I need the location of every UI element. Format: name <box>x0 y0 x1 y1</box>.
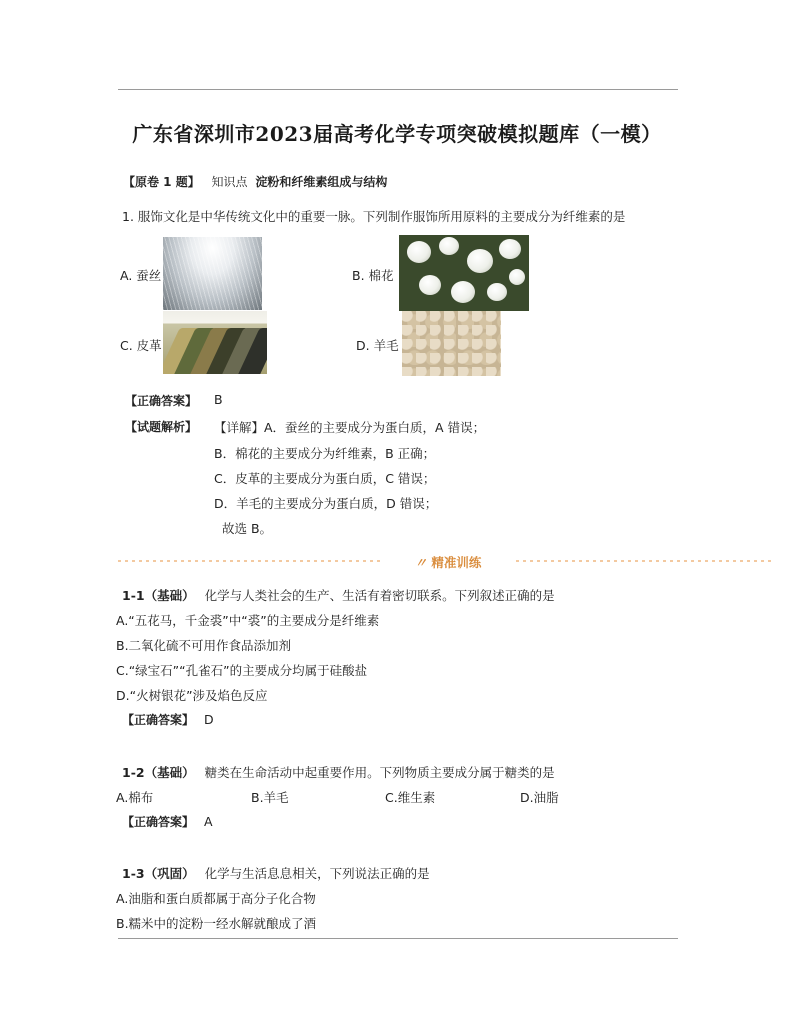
q1-analysis-label: 【试题解析】 <box>125 420 198 434</box>
question-stem: 化学与生活息息相关，下列说法正确的是 <box>204 866 430 881</box>
bottom-rule <box>118 938 678 939</box>
cotton-image <box>399 235 529 311</box>
analysis-line: 【详解】A．蚕丝的主要成分为蛋白质，A 错误； <box>214 420 486 435</box>
knowledge-label: 知识点 <box>211 175 248 189</box>
q11-answer: 【正确答案】 D <box>122 712 214 727</box>
option-c-label: C. 皮革 <box>120 338 162 353</box>
analysis-line: B．棉花的主要成分为纤维素，B 正确； <box>214 446 436 461</box>
question-1-stem: 1. 服饰文化是中华传统文化中的重要一脉。下列制作服饰所用原料的主要成分为纤维素的是 <box>122 209 626 224</box>
q11-option: B.二氧化硫不可用作食品添加剂 <box>116 638 292 653</box>
leather-image <box>163 311 267 374</box>
q13-option: A.油脂和蛋白质都属于高分子化合物 <box>116 891 316 906</box>
question-stem: 化学与人类社会的生产、生活有着密切联系。下列叙述正确的是 <box>204 588 555 603</box>
q12-answer: 【正确答案】 A <box>122 814 213 829</box>
option-a-label: A. 蚕丝 <box>120 268 162 283</box>
q13-option: B.糯米中的淀粉一经水解就酿成了酒 <box>116 916 317 931</box>
double-chevron-icon: 〃 <box>414 555 428 570</box>
section-title: 〃 精准训练 <box>414 555 482 570</box>
source-tag: 【原卷 1 题】 <box>123 175 200 189</box>
q11-option: A.“五花马，千金裘”中“裘”的主要成分是纤维素 <box>116 613 380 628</box>
question-stem: 糖类在生命活动中起重要作用。下列物质主要成分属于糖类的是 <box>204 765 555 780</box>
q1-answer-value: B <box>214 392 223 407</box>
top-rule <box>118 89 678 90</box>
question-tag: 1-1（基础） <box>122 588 195 603</box>
question-1-1 <box>122 586 555 604</box>
q12-option: A.棉布 <box>116 790 154 805</box>
knowledge-topic: 淀粉和纤维素组成与结构 <box>255 175 388 189</box>
q1-answer-label: 【正确答案】 <box>125 394 198 408</box>
question-1-3 <box>122 864 430 882</box>
page-title: 广东省深圳市2023届高考化学专项突破模拟题库（一模） <box>132 122 662 146</box>
analysis-line: C．皮革的主要成分为蛋白质，C 错误； <box>214 471 436 486</box>
question-1-2 <box>122 763 555 781</box>
q12-option: C.维生素 <box>385 790 436 805</box>
question-tag: 1-2（基础） <box>122 765 195 780</box>
question-tag: 1-3（巩固） <box>122 866 195 881</box>
analysis-line: D．羊毛的主要成分为蛋白质，D 错误； <box>214 496 438 511</box>
q12-option: D.油脂 <box>520 790 559 805</box>
q12-option: B.羊毛 <box>251 790 289 805</box>
wool-image <box>402 311 501 376</box>
option-b-label: B. 棉花 <box>352 268 394 283</box>
source-header <box>123 173 387 190</box>
silk-image <box>163 237 262 310</box>
option-d-label: D. 羊毛 <box>356 338 399 353</box>
analysis-line: 故选 B。 <box>222 521 273 536</box>
section-divider <box>118 553 772 569</box>
q11-option: C.“绿宝石”“孔雀石”的主要成分均属于硅酸盐 <box>116 663 368 678</box>
q11-option: D.“火树银花”涉及焰色反应 <box>116 688 268 703</box>
